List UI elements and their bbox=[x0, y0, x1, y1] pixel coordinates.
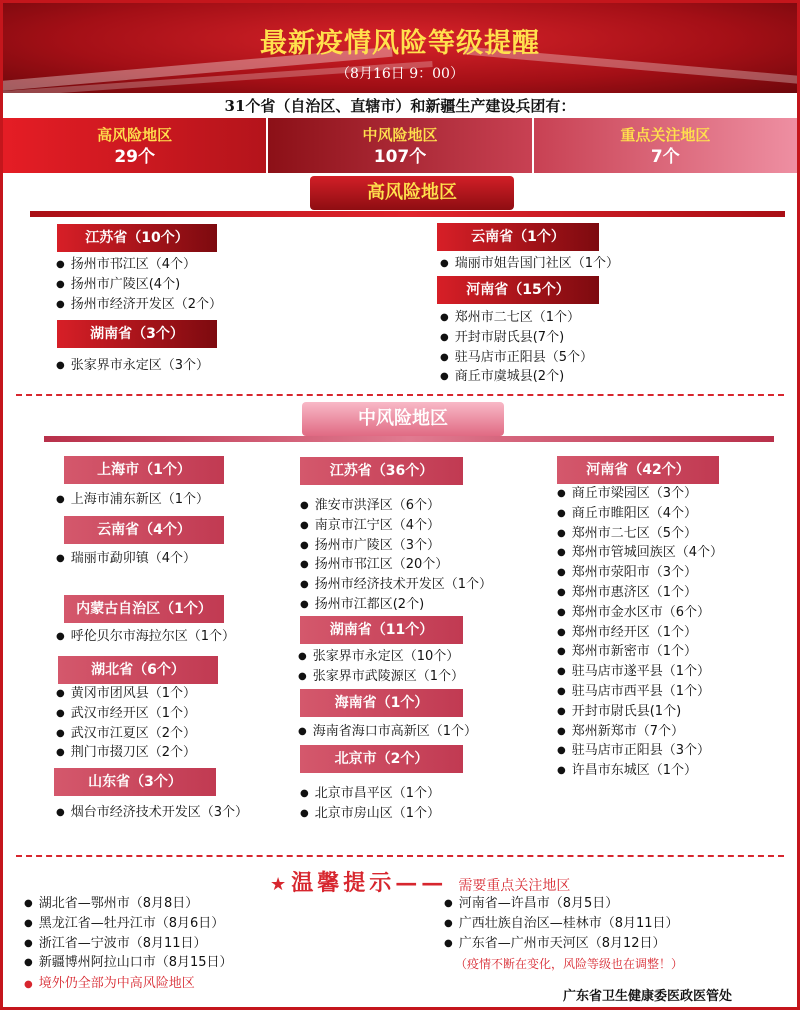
list-item: ● 扬州市江都区(2个) bbox=[300, 596, 492, 616]
province-tag: 内蒙古自治区（1个） bbox=[64, 595, 224, 623]
section-divider bbox=[16, 394, 784, 396]
list-item: ● 扬州市经济开发区（2个） bbox=[56, 296, 222, 316]
list-item: ● 扬州市邗江区（20个） bbox=[300, 556, 492, 576]
list-item: ● 扬州市广陵区（3个） bbox=[300, 537, 492, 557]
list-item: ● 扬州市经济技术开发区（1个） bbox=[300, 576, 492, 596]
tips-title: 温馨提示—— bbox=[291, 870, 448, 896]
list-item: ● 扬州市广陵区(4个) bbox=[56, 276, 222, 296]
list-item: ● 浙江省—宁波市（8月11日） bbox=[24, 935, 233, 955]
star-icon: ★ bbox=[270, 874, 287, 895]
area-list bbox=[56, 804, 248, 824]
list-item: ● 郑州市金水区市（6个） bbox=[557, 604, 723, 624]
list-item: ● 开封市尉氏县(7个) bbox=[440, 329, 593, 349]
list-item: ● 郑州市二七区（5个） bbox=[557, 525, 723, 545]
area-list bbox=[298, 648, 464, 688]
province-tag: 湖南省（11个） bbox=[300, 616, 463, 644]
list-item: ● 黄冈市团风县（1个） bbox=[56, 685, 196, 705]
area-list bbox=[298, 723, 477, 743]
summary-high-risk bbox=[3, 118, 266, 173]
area-list bbox=[56, 628, 235, 648]
summary-mid-risk bbox=[266, 118, 531, 173]
list-item: ● 荆门市掇刀区（2个） bbox=[56, 744, 196, 764]
province-tag: 云南省（1个） bbox=[437, 223, 599, 251]
summary-high-label: 高风险地区 bbox=[97, 126, 173, 144]
list-item: ● 驻马店市正阳县（5个） bbox=[440, 349, 593, 369]
summary-mid-count: 107个 bbox=[373, 147, 427, 167]
summary-focus-count: 7个 bbox=[650, 147, 680, 167]
list-item: ● 郑州新郑市（7个） bbox=[557, 723, 723, 743]
list-item: ● 广东省—广州市天河区（8月12日） bbox=[444, 935, 679, 955]
list-item: ● 呼伦贝尔市海拉尔区（1个） bbox=[56, 628, 235, 648]
list-item: ● 张家界市永定区（10个） bbox=[298, 648, 464, 668]
list-item: ● 郑州市二七区（1个） bbox=[440, 309, 593, 329]
list-item: ● 驻马店市遂平县（1个） bbox=[557, 663, 723, 683]
area-list bbox=[56, 357, 209, 377]
list-item: ● 黑龙江省—牡丹江市（8月6日） bbox=[24, 915, 233, 935]
title-banner bbox=[3, 3, 797, 93]
province-tag: 湖南省（3个） bbox=[57, 320, 217, 348]
high-risk-divider bbox=[30, 211, 785, 217]
list-item: ● 湖北省—鄂州市（8月8日） bbox=[24, 895, 233, 915]
list-item: ● 武汉市江夏区（2个） bbox=[56, 725, 196, 745]
list-item: ● 驻马店市西平县（1个） bbox=[557, 683, 723, 703]
province-tag: 云南省（4个） bbox=[64, 516, 224, 544]
list-item: ● 驻马店市正阳县（3个） bbox=[557, 742, 723, 762]
area-list bbox=[56, 491, 209, 511]
area-list bbox=[440, 255, 619, 275]
intro-text: 31个省（自治区、直辖市）和新疆生产建设兵团有： bbox=[224, 97, 576, 115]
mid-risk-divider bbox=[44, 436, 774, 442]
tips-heading bbox=[270, 866, 570, 897]
summary-high-count: 29个 bbox=[114, 147, 155, 167]
mid-risk-section-title: 中风险地区 bbox=[302, 402, 504, 436]
list-item: ● 淮安市洪泽区（6个） bbox=[300, 497, 492, 517]
tips-note: （疫情不断在变化，风险等级也在调整！） bbox=[455, 957, 684, 971]
list-item: ● 新疆博州阿拉山口市（8月15日） bbox=[24, 954, 233, 974]
province-tag: 上海市（1个） bbox=[64, 456, 224, 484]
area-list bbox=[56, 550, 196, 570]
summary-focus-label: 重点关注地区 bbox=[620, 126, 711, 144]
list-item: ● 广西壮族自治区—桂林市（8月11日） bbox=[444, 915, 679, 935]
area-list bbox=[300, 497, 492, 616]
province-tag: 海南省（1个） bbox=[300, 689, 463, 717]
area-list bbox=[56, 256, 222, 315]
tips-list-left bbox=[24, 895, 233, 974]
high-risk-section-title: 高风险地区 bbox=[310, 176, 514, 210]
list-item: ● 海南省海口市高新区（1个） bbox=[298, 723, 477, 743]
list-item: ● 张家界市永定区（3个） bbox=[56, 357, 209, 377]
list-item: ● 郑州市管城回族区（4个） bbox=[557, 544, 723, 564]
province-tag: 山东省（3个） bbox=[54, 768, 216, 796]
list-item: ● 开封市尉氏县(1个) bbox=[557, 703, 723, 723]
list-item: ● 商丘市睢阳区（4个） bbox=[557, 505, 723, 525]
province-tag: 河南省（15个） bbox=[437, 276, 599, 304]
list-item: ● 北京市昌平区（1个） bbox=[300, 785, 440, 805]
list-item: ● 郑州市惠济区（1个） bbox=[557, 584, 723, 604]
page-title: 最新疫情风险等级提醒 bbox=[260, 28, 540, 59]
list-item: ● 郑州市荥阳市（3个） bbox=[557, 564, 723, 584]
list-item: ● 北京市房山区（1个） bbox=[300, 805, 440, 825]
list-item: ● 张家界市武陵源区（1个） bbox=[298, 668, 464, 688]
list-item: ● 河南省—许昌市（8月5日） bbox=[444, 895, 679, 915]
list-item: ● 武汉市经开区（1个） bbox=[56, 705, 196, 725]
list-item: ● 南京市江宁区（4个） bbox=[300, 517, 492, 537]
province-tag: 湖北省（6个） bbox=[58, 656, 218, 684]
list-item: ● 郑州市新密市（1个） bbox=[557, 643, 723, 663]
list-item: ● 瑞丽市勐卯镇（4个） bbox=[56, 550, 196, 570]
tips-subtitle: 需要重点关注地区 bbox=[458, 878, 571, 894]
update-datetime: （8月16日 9：00） bbox=[336, 66, 464, 82]
list-item: ● 瑞丽市姐告国门社区（1个） bbox=[440, 255, 619, 275]
section-divider bbox=[16, 855, 784, 857]
overseas-note: ● 境外仍全部为中高风险地区 bbox=[24, 972, 195, 991]
list-item: ● 郑州市经开区（1个） bbox=[557, 624, 723, 644]
province-tag: 北京市（2个） bbox=[300, 745, 463, 773]
summary-mid-label: 中风险地区 bbox=[362, 126, 438, 144]
list-item: ● 上海市浦东新区（1个） bbox=[56, 491, 209, 511]
list-item: ● 许昌市东城区（1个） bbox=[557, 762, 723, 782]
province-tag: 江苏省（10个） bbox=[57, 224, 217, 252]
summary-focus bbox=[532, 118, 797, 173]
list-item: ● 扬州市邗江区（4个） bbox=[56, 256, 222, 276]
area-list bbox=[557, 485, 723, 782]
list-item: ● 烟台市经济技术开发区（3个） bbox=[56, 804, 248, 824]
tips-list-right bbox=[444, 895, 679, 954]
list-item: ● 商丘市梁园区（3个） bbox=[557, 485, 723, 505]
summary-bar bbox=[3, 118, 797, 173]
area-list bbox=[440, 309, 593, 388]
province-tag: 河南省（42个） bbox=[557, 456, 719, 484]
issuer-signature: 广东省卫生健康委医政医管处 bbox=[563, 989, 733, 1004]
province-tag: 江苏省（36个） bbox=[300, 457, 463, 485]
area-list bbox=[56, 685, 196, 764]
list-item: ● 商丘市虞城县(2个) bbox=[440, 368, 593, 388]
area-list bbox=[300, 785, 440, 825]
